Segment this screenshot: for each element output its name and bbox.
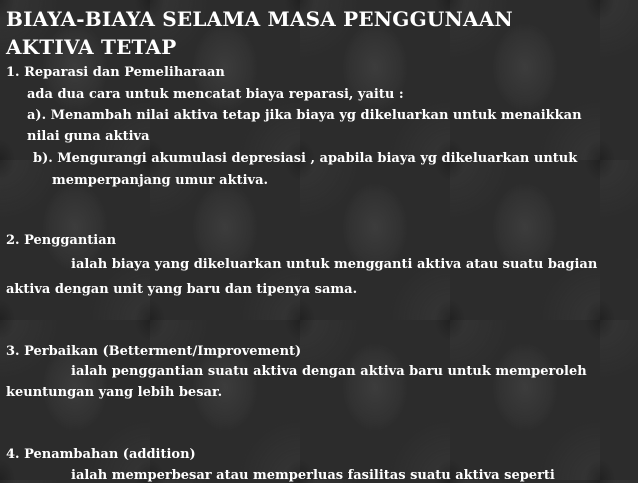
section-1-heading: 1. Reparasi dan Pemeliharaan [6, 65, 225, 80]
slide-title-line-2: AKTIVA TETAP [6, 35, 177, 59]
section-1-point-a-line-2: nilai guna aktiva [27, 129, 150, 144]
section-4-line-1: ialah memperbesar atau memperluas fasilitas suatu aktiva seperti [71, 468, 555, 483]
section-3-heading: 3. Perbaikan (Betterment/Improvement) [6, 344, 302, 359]
section-4-heading: 4. Penambahan (addition) [6, 447, 196, 462]
section-1-point-a-line-1: a). Menambah nilai aktiva tetap jika biaya yg dikeluarkan untuk menaikkan [27, 108, 582, 123]
section-2-line-2: aktiva dengan unit yang baru dan tipenya sama. [6, 282, 358, 297]
section-2-heading: 2. Penggantian [6, 233, 117, 248]
section-1-point-b-line-1: b). Mengurangi akumulasi depresiasi , apabila biaya yg dikeluarkan untuk [33, 151, 578, 166]
slide-title-line-1: BIAYA-BIAYA SELAMA MASA PENGGUNAAN [6, 7, 513, 31]
section-1-point-b-line-2: memperpanjang umur aktiva. [52, 173, 269, 188]
section-3-line-1: ialah penggantian suatu aktiva dengan aktiva baru untuk memperoleh [71, 364, 587, 379]
section-1-intro: ada dua cara untuk mencatat biaya reparasi, yaitu : [27, 87, 404, 102]
section-3-line-2: keuntungan yang lebih besar. [6, 385, 223, 400]
section-2-line-1: ialah biaya yang dikeluarkan untuk mengganti aktiva atau suatu bagian [71, 257, 598, 272]
